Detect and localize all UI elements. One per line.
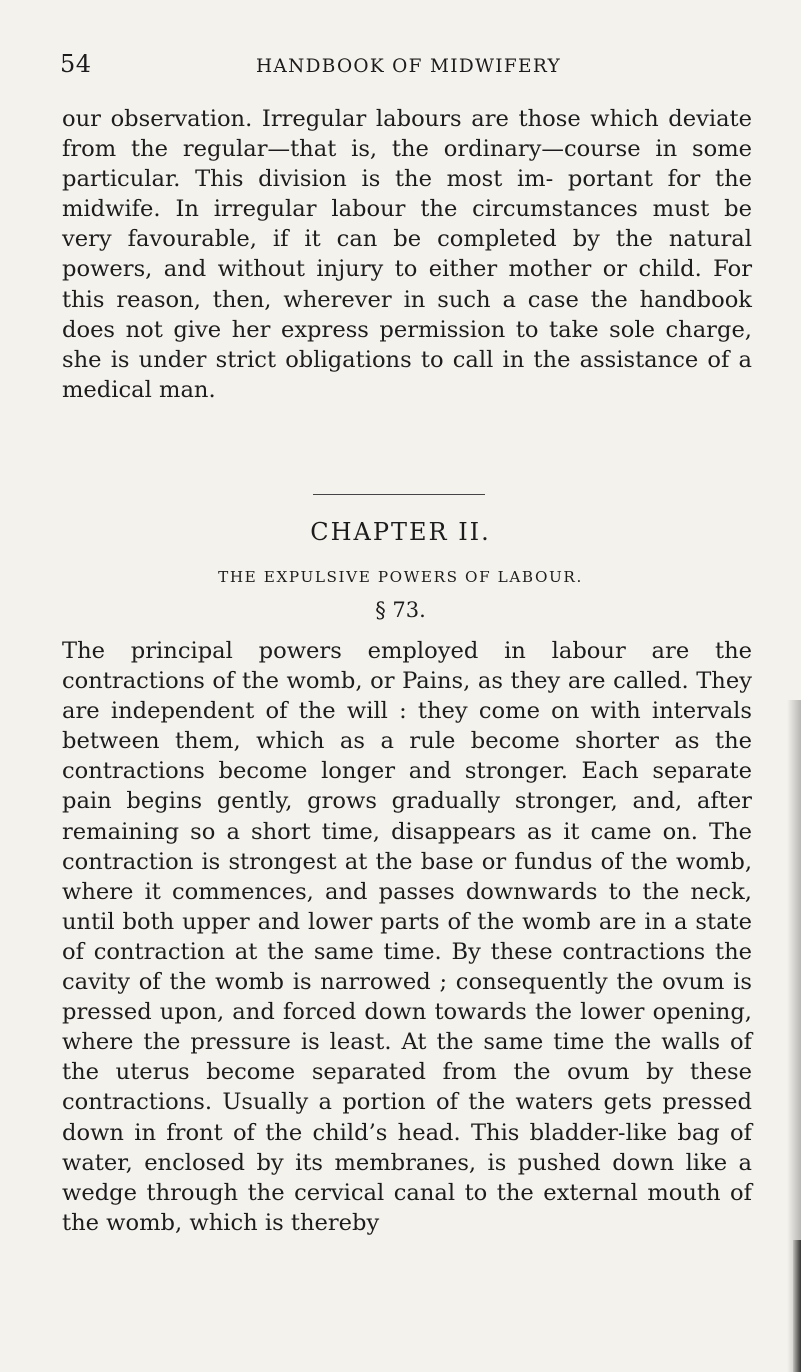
paragraph-2: The principal powers employed in labour are the contractions of the womb, or Pains, as they are called. They are independent of the will : they come on with intervals between them, which as a rule become shorter as the contractions become longer and stronger. Each separate pain begins gently, grows gradually stronger, and, after remaining so a short time, disappears as it came on. The contraction is strongest at the base or fundus of the womb, where it commences, and passes downwards to the neck, until both upper and lower parts of the womb are in a state of contraction at the same time. By these contractions the cavity of the womb is narrowed ; consequently the ovum is pressed upon, and forced down towards the lower opening, where the pressure is least. At the same time the walls of the uterus become separated from the ovum by these contractions. Usually a portion of the waters gets pressed down in front of the child’s head. This bladder-like bag of water, enclosed by its membranes, is pushed down like a wedge through the cervical canal to the external mouth of the womb, which is thereby (62, 638, 752, 1236)
chapter-title: CHAPTER II. (310, 518, 491, 546)
page-edge-dark (793, 1240, 801, 1372)
section-divider (313, 494, 485, 495)
section-number: § 73. (375, 598, 426, 622)
running-head: HANDBOOK OF MIDWIFERY (256, 56, 561, 77)
chapter-subtitle: THE EXPULSIVE POWERS OF LABOUR. (218, 568, 583, 586)
page-number: 54 (60, 50, 92, 78)
paragraph-1: our observation. Irregular labours are those which deviate from the regular—that is, the ordinary—course in some particular. This division is the most im- portant for the midwife. In irregular labour the circumstances must be very favourable, if it can be completed by the natural powers, and without injury to either mother or child. For this reason, then, wherever in such a case the handbook does not give her express permission to take sole charge, she is under strict obligations to call in the assistance of a medical man. (62, 106, 752, 403)
page-header (60, 50, 750, 84)
